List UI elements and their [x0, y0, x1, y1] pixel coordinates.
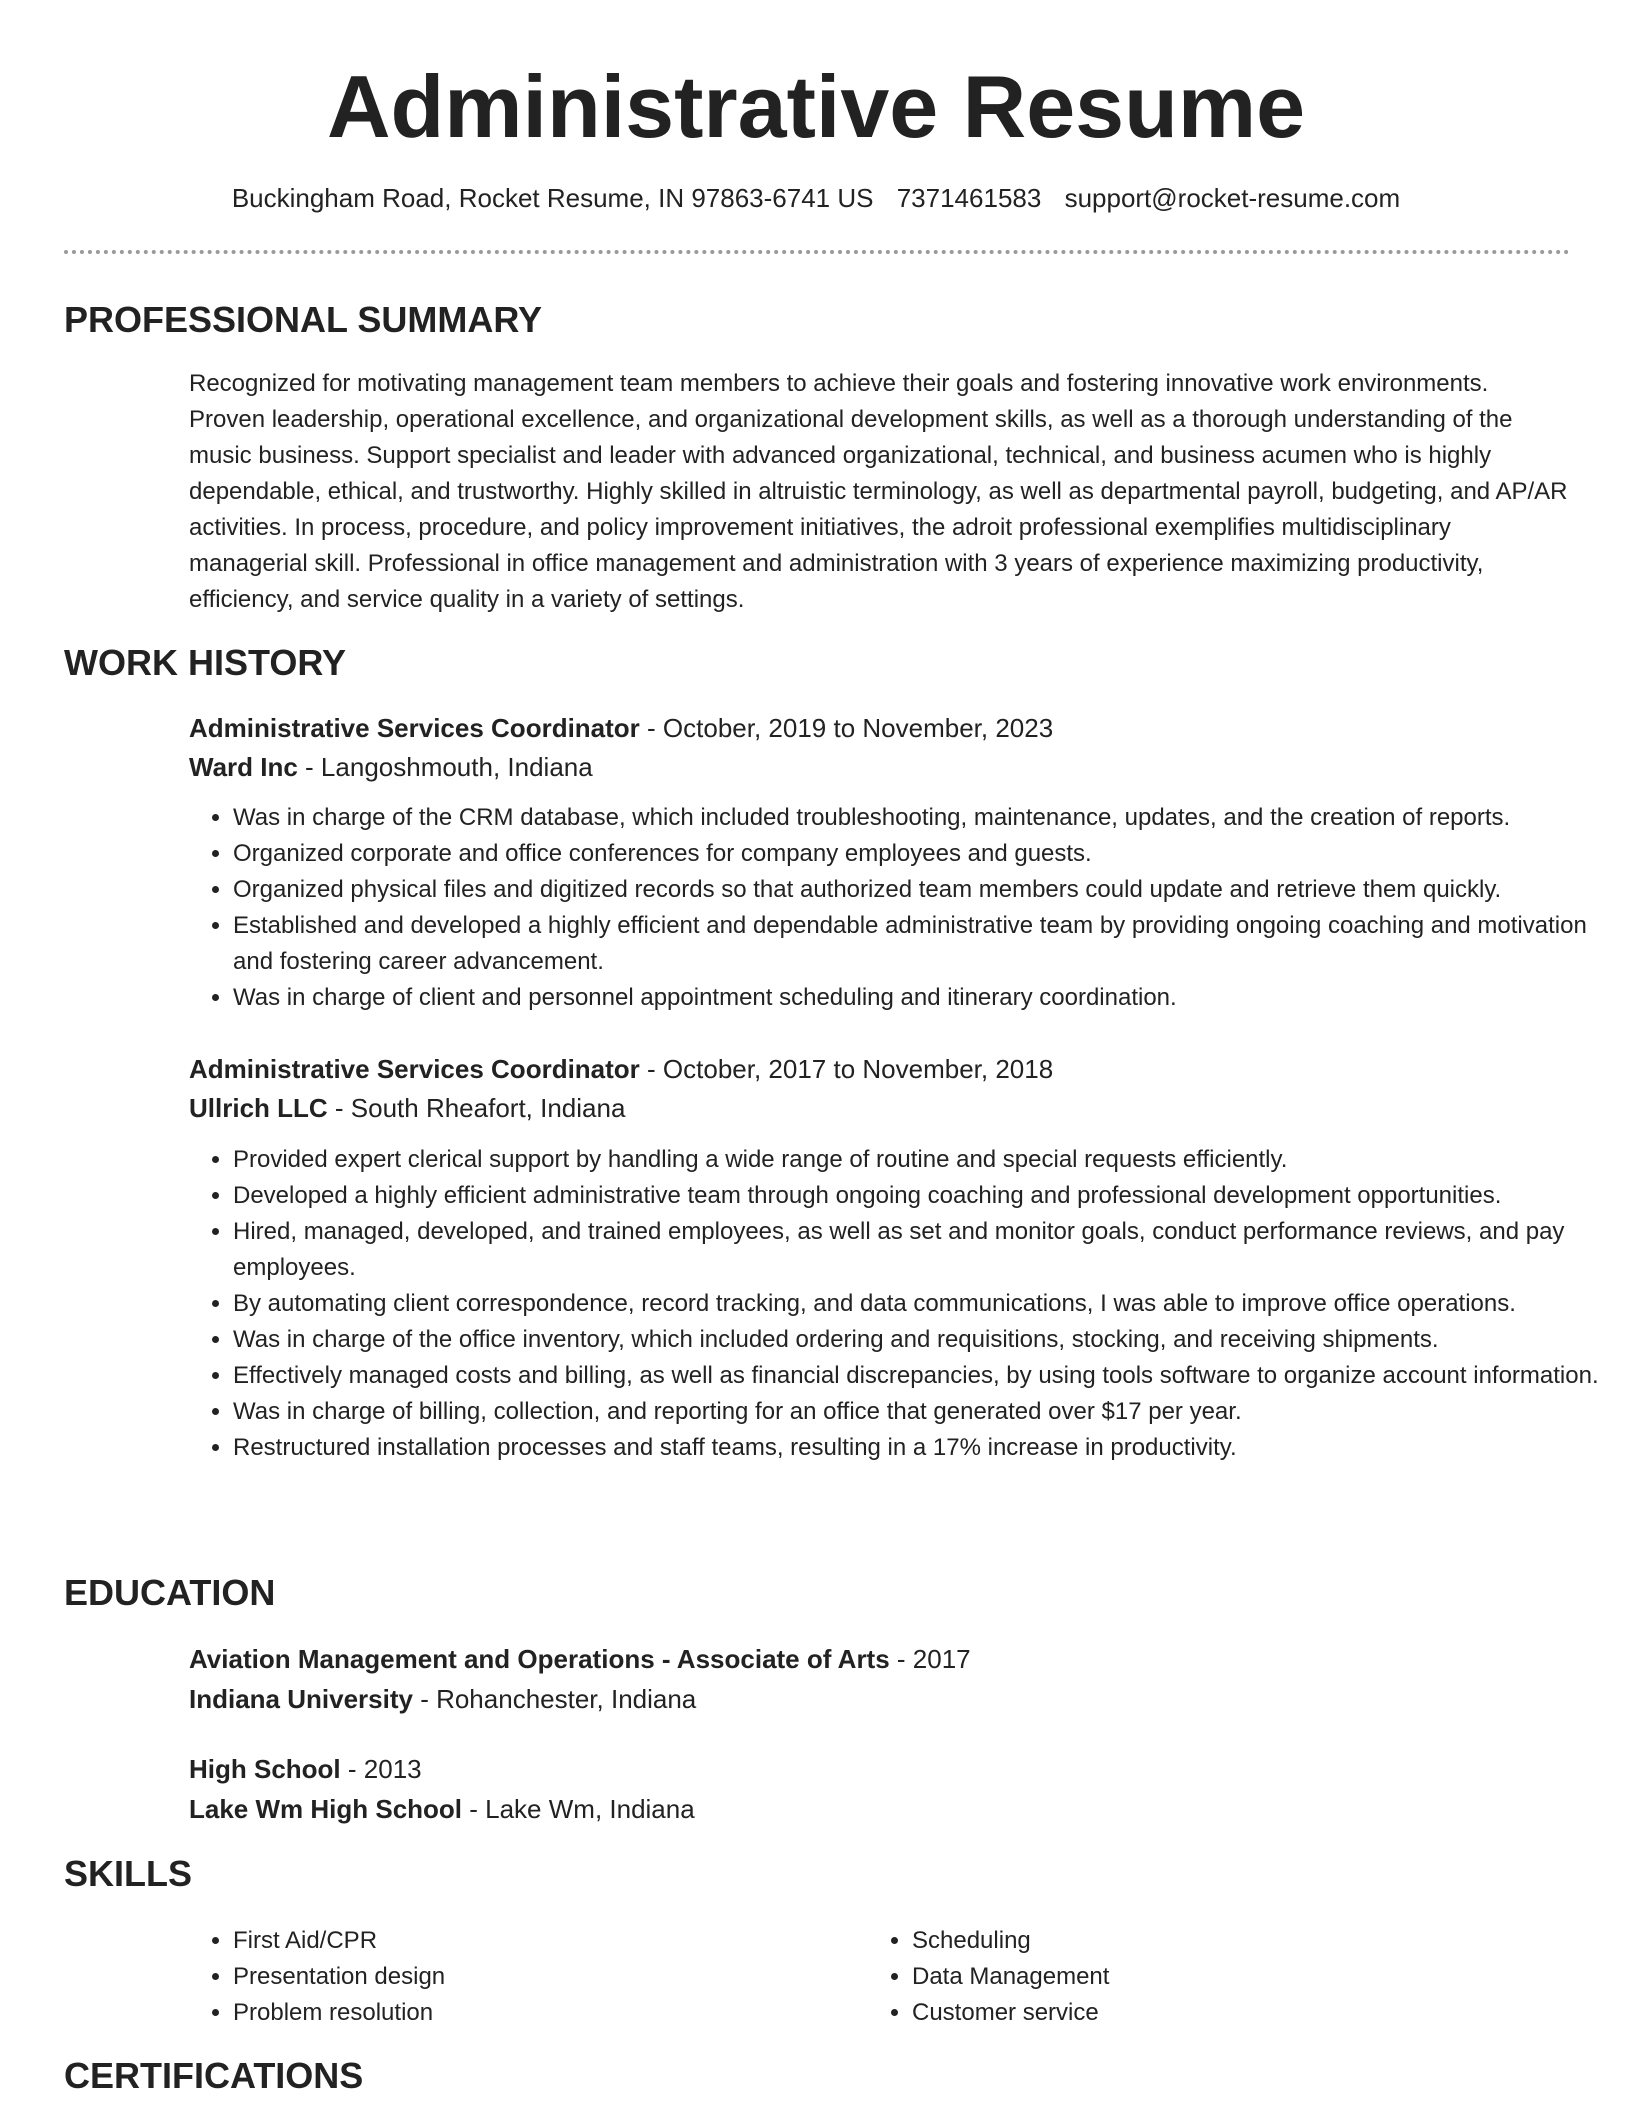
job-2-role: Administrative Services Coordinator: [189, 1054, 640, 1084]
list-item: • Established and developed a highly efficient and dependable administrative team by providing ongoing coaching and motivation and fostering career advancement.: [233, 908, 1623, 980]
education-1-location: - Rohanchester, Indiana: [412, 1684, 697, 1714]
education-2-degree-line: [189, 1751, 422, 1787]
list-item: • Developed a highly efficient administrative team through ongoing coaching and professional development opportunities.: [233, 1178, 1623, 1214]
section-title-certifications: CERTIFICATIONS: [64, 2055, 364, 2096]
job-1-company: Ward Inc: [189, 752, 298, 782]
education-1-school-line: [189, 1681, 696, 1717]
section-title-education: EDUCATION: [64, 1572, 276, 1613]
job-2-dates: - October, 2017 to November, 2018: [639, 1054, 1054, 1084]
list-item: • Problem resolution: [233, 1995, 853, 2031]
contact-info: [0, 180, 1632, 216]
education-2-school-line: [189, 1791, 695, 1827]
list-item: • Scheduling: [912, 1923, 1532, 1959]
header-divider: [64, 250, 1570, 254]
job-2-location: - South Rheafort, Indiana: [327, 1093, 626, 1123]
list-item: • Presentation design: [233, 1959, 853, 1995]
job-1-dates: - October, 2019 to November, 2023: [639, 713, 1054, 743]
list-item: • Restructured installation processes and staff teams, resulting in a 17% increase in productivity.: [233, 1430, 1623, 1466]
education-1-school: Indiana University: [189, 1684, 413, 1714]
job-2-title-line: [189, 1051, 1053, 1087]
job-2-company: Ullrich LLC: [189, 1093, 328, 1123]
section-title-summary: PROFESSIONAL SUMMARY: [64, 299, 543, 340]
list-item: • Was in charge of the office inventory, which included ordering and requisitions, stocking, and receiving shipments.: [233, 1322, 1623, 1358]
job-1-title-line: [189, 710, 1053, 746]
list-item: • Effectively managed costs and billing, as well as financial discrepancies, by using tools software to organize account information.: [233, 1358, 1623, 1394]
list-item: • Was in charge of billing, collection, and reporting for an office that generated over $17 per year.: [233, 1394, 1623, 1430]
skills-list-left: [189, 1923, 853, 2031]
list-item: • Data Management: [912, 1959, 1532, 1995]
list-item: • Was in charge of the CRM database, which included troubleshooting, maintenance, updates, and the creation of reports.: [233, 800, 1623, 836]
resume-title: Administrative Resume: [326, 57, 1306, 156]
list-item: • Was in charge of client and personnel appointment scheduling and itinerary coordination.: [233, 980, 1623, 1016]
section-title-skills: SKILLS: [64, 1853, 193, 1894]
list-item: • Customer service: [912, 1995, 1532, 2031]
contact-phone: 7371461583: [896, 183, 1042, 213]
education-2-location: - Lake Wm, Indiana: [462, 1794, 695, 1824]
education-1-year: - 2017: [889, 1644, 971, 1674]
contact-email: support@rocket-resume.com: [1064, 183, 1401, 213]
education-2-year: - 2013: [340, 1754, 422, 1784]
list-item: • Organized physical files and digitized records so that authorized team members could update and retrieve them quickly.: [233, 872, 1623, 908]
job-2-bullets: [189, 1142, 1623, 1466]
job-1-bullets: [189, 800, 1623, 1016]
education-1-degree: Aviation Management and Operations - Associate of Arts: [189, 1644, 890, 1674]
section-title-work-history: WORK HISTORY: [64, 642, 347, 683]
list-item: • Provided expert clerical support by handling a wide range of routine and special requests efficiently.: [233, 1142, 1623, 1178]
job-2-company-line: [189, 1090, 625, 1126]
summary-text: Recognized for motivating management team members to achieve their goals and fostering innovative work environments. Proven leadership, operational excellence, and organizational development skills, as well as a thorough understanding of the music business. Support specialist and leader with advanced organizational, technical, and business acumen who is highly dependable, ethical, and trustworthy. Highly skilled in altruistic terminology, as well as departmental payroll, budgeting, and AP/AR activities. In process, procedure, and policy improvement initiatives, the adroit professional exemplifies multidisciplinary managerial skill. Professional in office management and administration with 3 years of experience maximizing productivity, efficiency, and service quality in a variety of settings.: [189, 370, 1568, 613]
education-2-school: Lake Wm High School: [189, 1794, 463, 1824]
education-1-degree-line: [189, 1641, 971, 1677]
list-item: • By automating client correspondence, record tracking, and data communications, I was able to improve office operations.: [233, 1286, 1623, 1322]
contact-address: Buckingham Road, Rocket Resume, IN 97863-6741 US: [231, 183, 874, 213]
education-2-degree: High School: [189, 1754, 341, 1784]
list-item: • Hired, managed, developed, and trained employees, as well as set and monitor goals, conduct performance reviews, and pay employees.: [233, 1214, 1623, 1286]
job-1-role: Administrative Services Coordinator: [189, 713, 640, 743]
list-item: • First Aid/CPR: [233, 1923, 853, 1959]
job-1-company-line: [189, 749, 593, 785]
job-1-location: - Langoshmouth, Indiana: [297, 752, 593, 782]
skills-list-right: [868, 1923, 1532, 2031]
list-item: • Organized corporate and office conferences for company employees and guests.: [233, 836, 1623, 872]
